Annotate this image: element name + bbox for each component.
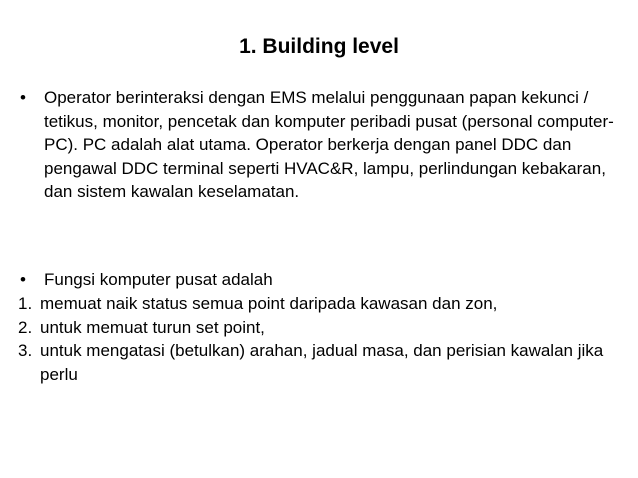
- bullet-item: [18, 268, 630, 292]
- list-number: 2.: [18, 317, 33, 337]
- numbered-list: [18, 292, 630, 386]
- bullet-item: [18, 86, 630, 204]
- list-number: 3.: [18, 341, 33, 360]
- list-text: untuk memuat turun set point,: [40, 317, 265, 337]
- list-text: untuk mengatasi (betulkan) arahan, jadual masa, dan perisian kawalan jika perlu: [40, 341, 604, 384]
- list-text: memuat naik status semua point daripada kawasan dan zon,: [40, 294, 498, 313]
- list-item: [18, 316, 630, 340]
- bullet-text: Operator berinteraksi dengan EMS melalui penggunaan papan kekunci / tetikus, monitor, pencetak dan komputer peribadi pusat (personal computer-PC). PC adalah alat utama. Operator berkerja dengan panel DDC dan pengawal DDC terminal seperti HVAC&R, lampu, perlindungan kebakaran, dan sistem kawalan keselamatan.: [44, 88, 614, 201]
- list-item: [18, 292, 630, 316]
- slide-title: 1. Building level: [239, 35, 399, 58]
- bullet-marker: •: [20, 88, 26, 107]
- list-item: [18, 339, 630, 386]
- list-number: 1.: [18, 294, 33, 313]
- bullet-text: Fungsi komputer pusat adalah: [44, 270, 273, 289]
- bullet-marker: •: [20, 270, 26, 289]
